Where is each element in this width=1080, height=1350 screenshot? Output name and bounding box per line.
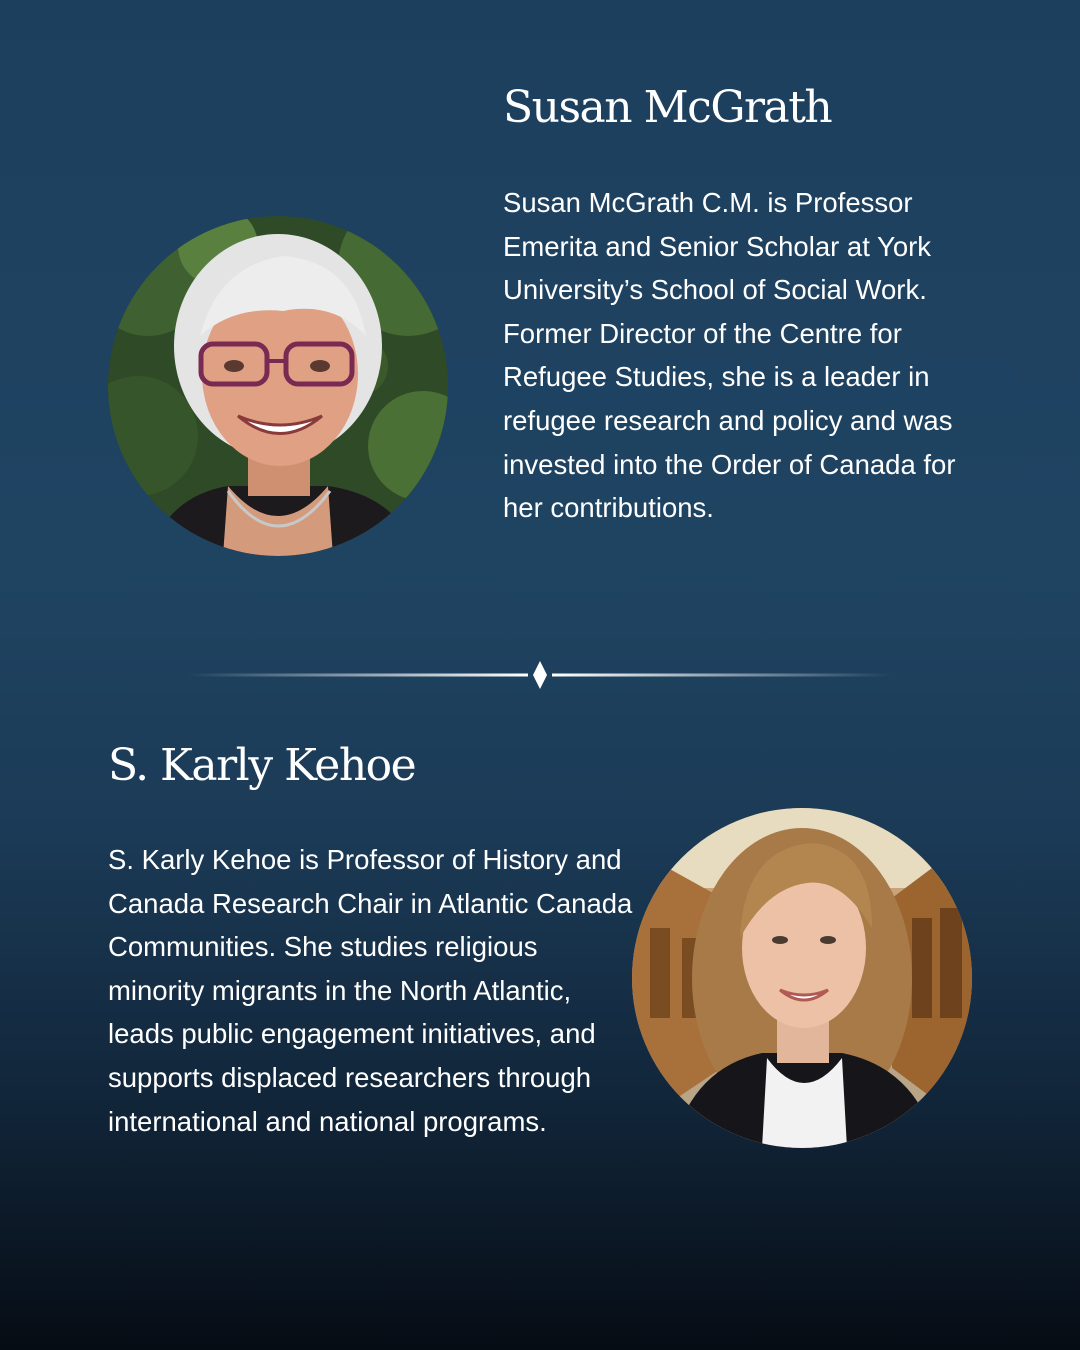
portrait-photo-susan-mcgrath — [108, 216, 448, 556]
profile-bio-susan-mcgrath: Susan McGrath C.M. is Professor Emerita and Senior Scholar at York University’s School of Social Work. Former Director of the Centre for Refugee Studies, she is a leader in refugee research and policy and was invested into the Order of Canada for her contributions. — [503, 187, 956, 524]
profile-name-karly-kehoe: S. Karly Kehoe — [108, 740, 416, 791]
portrait-photo-karly-kehoe — [632, 808, 972, 1148]
section-divider — [188, 660, 892, 690]
diamond-ornament-icon — [533, 661, 547, 689]
profile-bio-karly-kehoe: S. Karly Kehoe is Professor of History and Canada Research Chair in Atlantic Canada Communities. She studies religious minority migrants in the North Atlantic, leads public engagement initiatives, and supports displaced researchers through international and national programs. — [108, 844, 633, 1137]
profile-name-susan-mcgrath: Susan McGrath — [503, 82, 832, 133]
